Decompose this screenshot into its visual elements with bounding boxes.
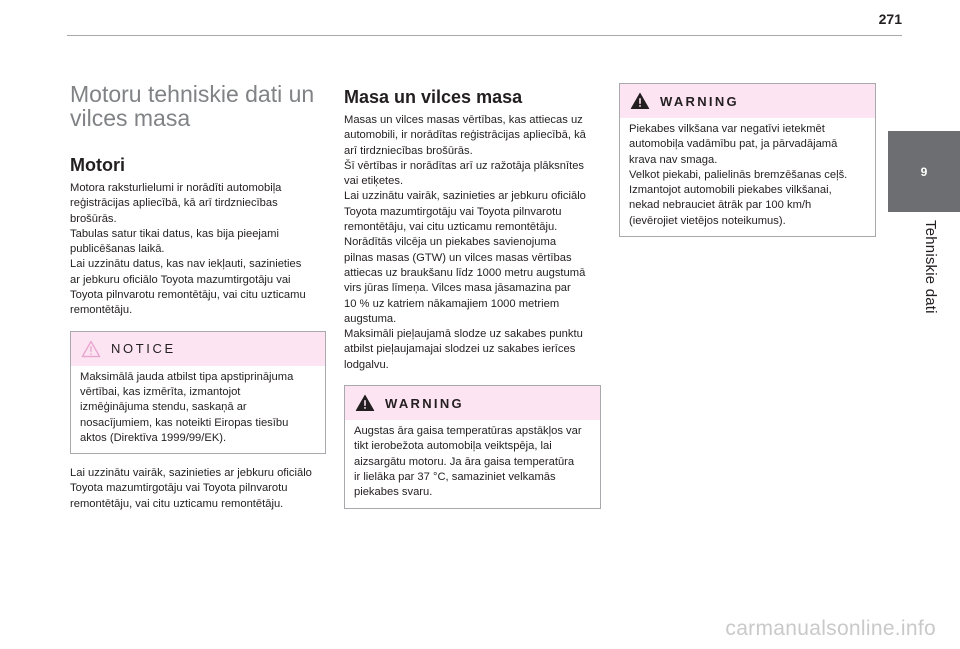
column-engines [70, 80, 326, 512]
notice-box [70, 331, 326, 454]
chapter-tab[interactable] [888, 131, 960, 212]
page-number: 271 [878, 11, 902, 27]
notice-text: Maksimālā jauda atbilst tipa apstiprinājuma vērtībai, kas izmērīta, izmantojot izmēģinājuma stendu, saskaņā ar nosacījumiem, kas noteikti Eiropas tiesību aktos (Direktīva 1999/99/EK). [80, 370, 294, 444]
column-towing-warning [619, 80, 876, 237]
warning-text: Augstas āra gaisa temperatūras apstākļos var tikt ierobežota automobiļa veiktspēja, lai aizsargātu motoru. Ja āra gaisa temperatūra ir lielāka par 37 °C, samaziniet velkamās piekabes svaru. [354, 425, 582, 499]
column-mass [344, 80, 601, 509]
chapter-title: Tehniskie dati [922, 220, 939, 314]
chapter-number: 9 [920, 164, 928, 179]
warning-filled-icon [355, 394, 375, 412]
mass-paragraph: Masas un vilces masas vērtības, kas attiecas uz automobili, ir norādītas reģistrācijas apliecībā, kā arī tirdzniecības brošūrās. Šī vērtības ir norādītas arī uz ražotāja plāksnītes vai etiķetes. Lai uzzinātu vairāk, sazinieties ar jebkuru oficiālo Toyota mazumtirgotāju vai Toyota pilnvarotu remontētāju, vai citu uzticamu remontētāju. Norādītās vilcēja un piekabes savienojuma pilnas masas (GTW) un vilces masas vērtības attiecas uz braukšanu līdz 1000 metru augstumā virs jūras līmeņa. Vilces masa jāsamazina par 10 % uz katriem nākamajiem 1000 metriem augstuma. Maksimāli pieļaujamā slodze uz sakabes punktu atbilst pieļaujamajai slodzei uz sakabes ierīces lodgalvu. [344, 114, 586, 371]
warning-box-temperature [344, 385, 601, 508]
warning-header [620, 84, 875, 118]
page-title: Motoru tehniskie dati un vilces masa [70, 81, 315, 131]
warning-filled-icon [630, 92, 650, 110]
warning-text: Piekabes vilkšana var negatīvi ietekmēt automobiļa vadāmību pat, ja pārvadājamā krava nav smaga. Velkot piekabi, palielinās bremzēšanas ceļš. Izmantojot automobili piekabes vilkšanai, nekad nebrauciet ātrāk par 100 km/h (ievērojiet vietējos noteikumus). [629, 123, 848, 227]
warning-label: WARNING [385, 395, 464, 411]
top-divider [67, 35, 902, 36]
warning-box-towing [619, 83, 876, 237]
engines-paragraph: Motora raksturlielumi ir norādīti automobiļa reģistrācijas apliecībā, kā arī tirdzniecības brošūrās. Tabulas satur tikai datus, kas bija pieejami publicēšanas laikā. Lai uzzinātu datus, kas nav iekļauti, sazinieties ar jebkuru oficiālo Toyota mazumtirgotāju vai Toyota pilnvarotu remontētāju, vai citu uzticamu remontētāju. [70, 182, 306, 317]
section-heading-engines: Motori [70, 155, 125, 175]
caution-outline-icon [81, 340, 101, 358]
notice-label: NOTICE [111, 341, 176, 357]
watermark: carmanualsonline.info [725, 617, 936, 640]
warning-label: WARNING [660, 93, 739, 109]
section-heading-mass: Masa un vilces masa [344, 87, 523, 107]
notice-header [71, 332, 325, 366]
warning-header [345, 386, 600, 420]
contact-paragraph: Lai uzzinātu vairāk, sazinieties ar jebkuru oficiālo Toyota mazumtirgotāju vai Toyota pilnvarotu remontētāju, vai citu uzticamu remontētāju. [70, 467, 312, 510]
